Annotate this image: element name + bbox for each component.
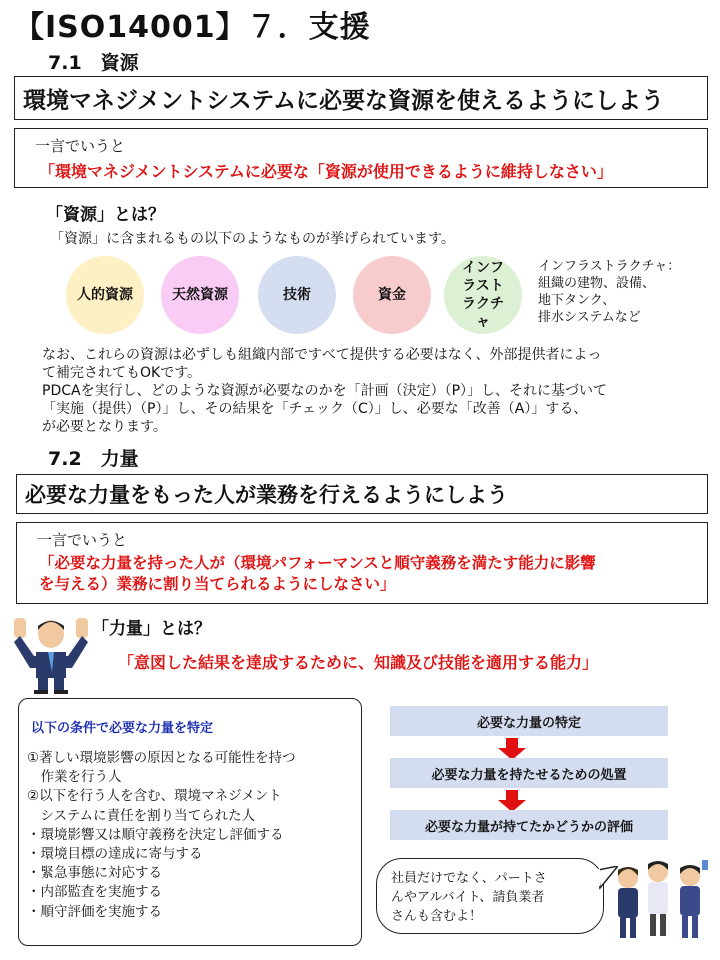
list-item: 作業を行う人 — [27, 769, 122, 786]
flow-step-identify: 必要な力量の特定 — [390, 706, 668, 736]
competence-summary-text: 必要な力量をもった人が業務を行えるようにしよう — [25, 483, 508, 507]
flow-step-action: 必要な力量を持たせるための処置 — [390, 758, 668, 788]
section-heading-competence: 7.2 力量 — [48, 448, 139, 470]
resource-circle-infrastructure: インフラストラクチャ — [444, 256, 522, 334]
resources-summary-box — [14, 76, 708, 120]
resources-paragraph: なお、これらの資源は必ずしも組織内部ですべて提供する必要はなく、外部提供者によっ て補完されてもOKです。 PDCAを実行し、どのような資源が必要なのかを「計画（決定）（P）」し、それに基づいて 「実施（提供）（P）」し、その結果を「チェック（C）」し、必要な「改善（A）」する、 が必要となります。 — [42, 347, 608, 435]
competence-definition: 「意図した結果を達成するために、知識及び技能を適用する能力」 — [118, 653, 599, 672]
resources-what-is: 「資源」とは？ — [46, 205, 165, 225]
resources-in-a-word-text: 「環境マネジメントシステムに必要な「資源が使用できるように維持しなさい」 — [39, 162, 613, 181]
conditions-title: 以下の条件で必要な力量を特定 — [31, 721, 214, 736]
competence-in-a-word-box — [16, 522, 708, 604]
resources-summary-text: 環境マネジメントシステムに必要な資源を使えるようにしよう — [23, 87, 665, 114]
list-item: ・環境目標の達成に寄与する — [27, 846, 203, 863]
list-item: ・順守評価を実施する — [27, 903, 162, 920]
section-heading-resources: 7.1 資源 — [48, 52, 139, 74]
page-title: 【ISO14001】７．支援 — [14, 10, 371, 45]
speech-bubble-text: 社員だけでなく、パートさ んやアルバイト、請負業者 さんも含むよ！ — [391, 871, 547, 924]
infrastructure-note: インフラストラクチャ： 組織の建物、設備、 地下タンク、 排水システムなど — [538, 259, 681, 325]
in-a-word-label-2: 一言でいうと — [37, 531, 128, 549]
resources-intro: 「資源」に含まれるもの以下のようなものが挙げられています。 — [50, 231, 455, 247]
list-item: ・緊急事態に対応する — [27, 865, 162, 882]
flow-step-evaluate: 必要な力量が持てたかどうかの評価 — [390, 810, 668, 840]
resource-circle-technology: 技術 — [258, 256, 336, 334]
businessman-illustration — [12, 612, 90, 694]
speech-bubble — [376, 858, 604, 934]
workers-group-illustration — [606, 852, 712, 948]
list-item: ・内部監査を実施する — [27, 884, 162, 901]
resource-circle-human: 人的資源 — [66, 256, 144, 334]
list-item: ②以下を行う人を含む、環境マネジメント — [27, 788, 282, 805]
in-a-word-label: 一言でいうと — [35, 137, 126, 155]
list-item: ・環境影響又は順守義務を決定し評価する — [27, 826, 284, 843]
competence-in-a-word-text: 「必要な力量を持った人が（環境パフォーマンスと順守義務を満たす能力に影響 を与える）業務に割り当てられるようにしなさい」 — [39, 554, 596, 593]
conditions-list — [27, 749, 296, 922]
resource-circle-funds: 資金 — [353, 256, 431, 334]
list-item: システムに責任を割り当てられた人 — [27, 807, 256, 824]
resource-circle-natural: 天然資源 — [161, 256, 239, 334]
resources-in-a-word-box — [14, 128, 708, 188]
conditions-box — [18, 698, 362, 946]
competence-what-is: 「力量」とは？ — [92, 619, 211, 639]
list-item: ①著しい環境影響の原因となる可能性を持つ — [27, 750, 296, 766]
competence-summary-box — [16, 474, 708, 514]
